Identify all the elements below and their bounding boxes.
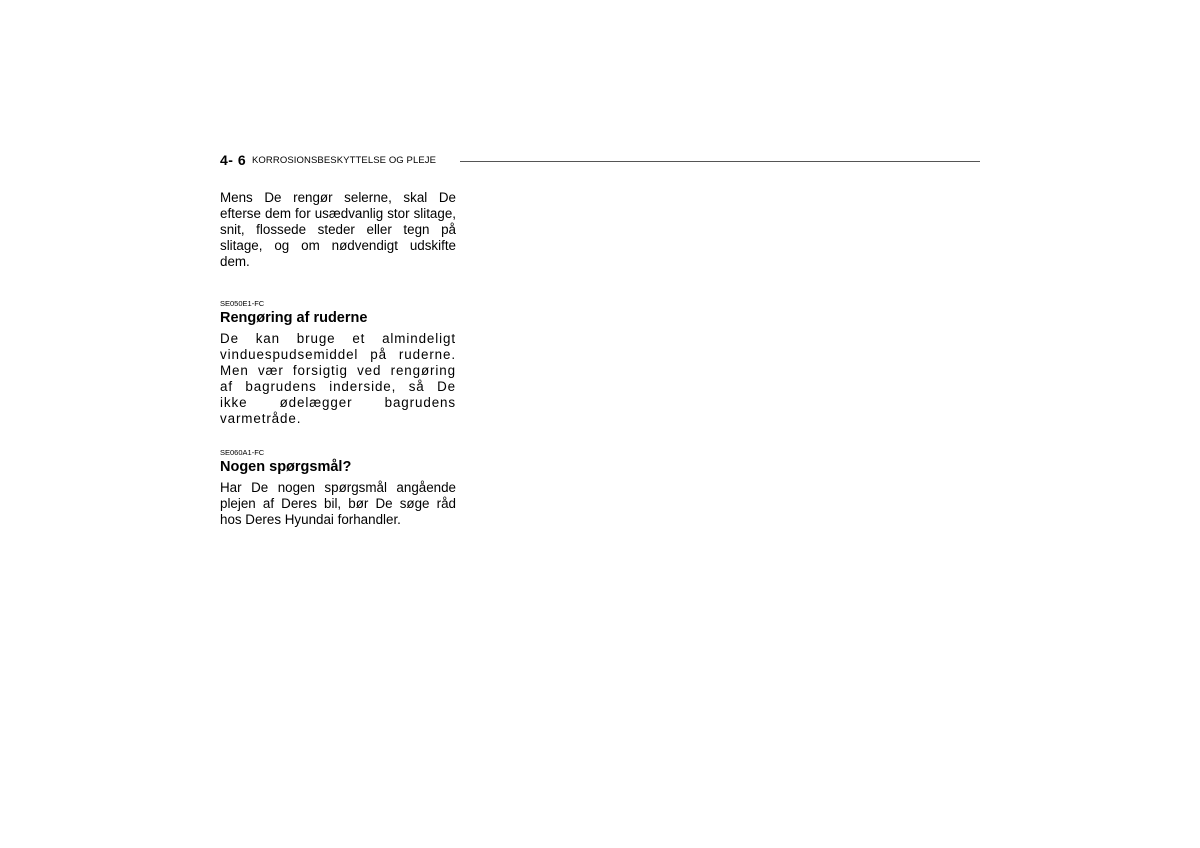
header-rule bbox=[460, 161, 980, 162]
section-heading: Rengøring af ruderne bbox=[220, 310, 368, 326]
page-number: 4- 6 bbox=[220, 152, 247, 168]
section-title: KORROSIONSBESKYTTELSE OG PLEJE bbox=[252, 155, 437, 166]
intro-paragraph: Mens De rengør selerne, skal De efterse dem for usædvanlig stor slitage, snit, flossede steder eller tegn på slitage, og om nødvendigt udskifte dem. bbox=[220, 190, 456, 269]
section-code: SE050E1-FC bbox=[220, 299, 265, 308]
section-body: De kan bruge et almindeligt vinduespudsemiddel på ruderne. Men vær forsigtig ved rengøring af bagrudens inderside, så De ikke ødelægger bagrudens varmetråde. bbox=[220, 331, 456, 426]
page-header bbox=[220, 152, 980, 172]
section-body: Har De nogen spørgsmål angående plejen af Deres bil, bør De søge råd hos Deres Hyundai forhandler. bbox=[220, 480, 456, 527]
section-window-cleaning bbox=[220, 299, 456, 427]
section-questions bbox=[220, 448, 456, 528]
section-heading: Nogen spørgsmål? bbox=[220, 459, 352, 475]
section-code: SE060A1-FC bbox=[220, 448, 265, 457]
